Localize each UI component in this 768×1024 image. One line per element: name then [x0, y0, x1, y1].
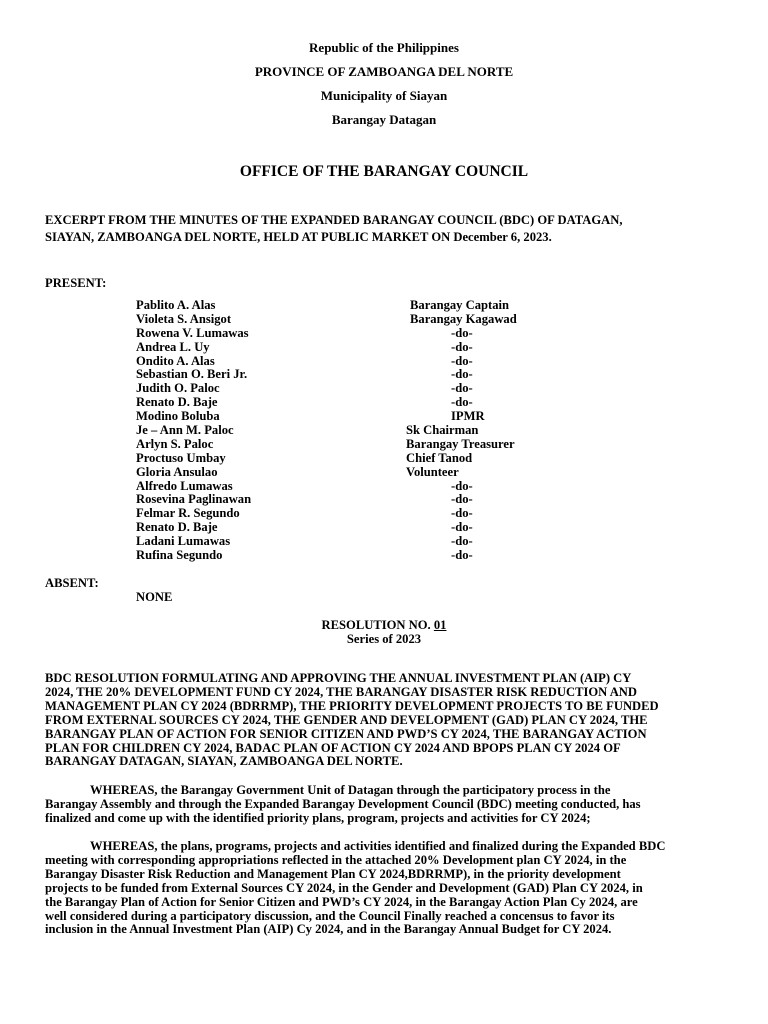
attendee-row — [136, 466, 596, 480]
header-province: PROVINCE OF ZAMBOANGA DEL NORTE — [254, 64, 514, 79]
whereas-paragraph-1 — [45, 784, 735, 826]
attendee-name: Gloria Ansulao — [136, 464, 218, 479]
paragraph-line: meeting with corresponding appropriations reflected in the attached 20% Development plan CY 2024, in the — [45, 852, 627, 867]
paragraph-line: finalized and come up with the identified priority plans, program, projects and activities for CY 2024; — [45, 810, 591, 825]
attendee-name: Modino Boluba — [136, 409, 220, 424]
paragraph-line: MANAGEMENT PLAN CY 2024 (BDRRMP), THE PRIORITY DEVELOPMENT PROJECTS TO BE FUNDED — [45, 698, 659, 713]
attendee-name: Rowena V. Lumawas — [136, 325, 249, 340]
attendee-name: Renato D. Baje — [136, 520, 218, 535]
attendee-position: -do- — [451, 395, 473, 410]
attendee-name: Pablito A. Alas — [136, 298, 216, 312]
resolution-number — [0, 618, 768, 633]
paragraph-line: the Barangay Plan of Action for Senior Citizen and PWD’s CY 2024, in the Barangay Action Plan Cy 2024, are — [45, 894, 638, 909]
attendee-row — [136, 299, 596, 313]
attendee-row — [136, 410, 596, 424]
attendee-row — [136, 382, 596, 396]
attendee-position: -do- — [451, 520, 473, 535]
attendee-row — [136, 396, 596, 410]
paragraph-line: Barangay Disaster Risk Reduction and Management Plan CY 2024,BDRRMP), in the priority development — [45, 866, 621, 881]
absent-label: ABSENT: — [45, 576, 99, 590]
attendee-name: Arlyn S. Paloc — [136, 436, 214, 451]
attendee-row — [136, 438, 596, 452]
paragraph-line: Barangay Assembly and through the Expanded Barangay Development Council (BDC) meeting conducted, has — [45, 796, 641, 811]
header-republic: Republic of the Philippines — [309, 40, 459, 55]
attendee-row — [136, 549, 596, 563]
attendee-position: Sk Chairman — [406, 423, 479, 438]
attendee-position: -do- — [451, 367, 473, 382]
attendee-name: Rosevina Paglinawan — [136, 492, 252, 507]
attendee-row — [136, 493, 596, 507]
attendee-name: Ondito A. Alas — [136, 353, 215, 368]
resolution-title-paragraph — [45, 672, 735, 769]
attendee-name: Renato D. Baje — [136, 395, 218, 410]
header-municipality: Municipality of Siayan — [320, 88, 448, 103]
attendee-row — [136, 452, 596, 466]
paragraph-line: well considered during a participatory discussion, and the Council Finally reached a concensus to favor its — [45, 908, 615, 923]
paragraph-line: BARANGAY DATAGAN, SIAYAN, ZAMBOANGA DEL NORTE. — [45, 754, 403, 769]
attendee-row — [136, 368, 596, 382]
attendee-row — [136, 341, 596, 355]
attendee-row — [136, 327, 596, 341]
paragraph-line: WHEREAS, the plans, programs, projects and activities identified and finalized during the Expanded BDC — [90, 839, 666, 853]
attendee-position: -do- — [451, 506, 473, 521]
office-title: OFFICE OF THE BARANGAY COUNCIL — [239, 163, 529, 180]
excerpt-line-1: EXCERPT FROM THE MINUTES OF THE EXPANDED BARANGAY COUNCIL (BDC) OF DATAGAN, — [45, 213, 623, 227]
attendee-position: Barangay Captain — [410, 298, 510, 312]
attendee-position: -do- — [451, 492, 473, 507]
attendee-name: Judith O. Paloc — [136, 381, 220, 396]
attendee-position: Barangay Treasurer — [406, 436, 515, 451]
attendee-position: Barangay Kagawad — [410, 311, 517, 326]
resolution-prefix: RESOLUTION NO. — [321, 618, 434, 632]
attendee-row — [136, 507, 596, 521]
attendee-name: Violeta S. Ansigot — [136, 311, 232, 326]
attendee-position: IPMR — [451, 409, 485, 424]
attendee-name: Rufina Segundo — [136, 548, 223, 563]
attendee-row — [136, 313, 596, 327]
paragraph-line: PLAN FOR CHILDREN CY 2024, BADAC PLAN OF ACTION CY 2024 AND BPOPS PLAN CY 2024 OF — [45, 740, 621, 755]
attendee-row — [136, 521, 596, 535]
attendee-name: Proctuso Umbay — [136, 450, 226, 465]
attendee-name: Felmar R. Segundo — [136, 506, 240, 521]
attendee-list — [136, 299, 596, 563]
attendee-name: Andrea L. Uy — [136, 339, 210, 354]
paragraph-line: FROM EXTERNAL SOURCES CY 2024, THE GENDER AND DEVELOPMENT (GAD) PLAN CY 2024, THE — [45, 712, 648, 727]
resolution-series: Series of 2023 — [346, 632, 422, 646]
attendee-position: -do- — [451, 353, 473, 368]
attendee-position: -do- — [451, 548, 473, 563]
attendee-row — [136, 355, 596, 369]
header-barangay: Barangay Datagan — [331, 112, 437, 127]
paragraph-line: WHEREAS, the Barangay Government Unit of Datagan through the participatory process in the — [90, 783, 611, 797]
attendee-name: Alfredo Lumawas — [136, 478, 233, 493]
paragraph-line: 2024, THE 20% DEVELOPMENT FUND CY 2024, THE BARANGAY DISASTER RISK REDUCTION AND — [45, 684, 637, 699]
paragraph-line: BARANGAY PLAN OF ACTION FOR SENIOR CITIZEN AND PWD’S CY 2024, THE BARANGAY ACTION — [45, 726, 647, 741]
paragraph-line: inclusion in the Annual Investment Plan (AIP) Cy 2024, and in the Barangay Annual Budget for CY 2024. — [45, 922, 612, 937]
paragraph-line: projects to be funded from External Sources CY 2024, in the Gender and Development (GAD) Plan CY 2024, in — [45, 880, 643, 895]
attendee-position: -do- — [451, 478, 473, 493]
excerpt-line-2: SIAYAN, ZAMBOANGA DEL NORTE, HELD AT PUBLIC MARKET ON December 6, 2023. — [45, 230, 552, 244]
attendee-position: -do- — [451, 339, 473, 354]
attendee-row — [136, 480, 596, 494]
attendee-row — [136, 424, 596, 438]
resolution-number-value: 01 — [433, 618, 447, 632]
attendee-row — [136, 535, 596, 549]
attendee-position: -do- — [451, 381, 473, 396]
paragraph-line: BDC RESOLUTION FORMULATING AND APPROVING THE ANNUAL INVESTMENT PLAN (AIP) CY — [45, 671, 632, 685]
attendee-position: -do- — [451, 325, 473, 340]
attendee-name: Je – Ann M. Paloc — [136, 423, 234, 438]
whereas-paragraph-2 — [45, 840, 735, 937]
present-label: PRESENT: — [45, 276, 107, 290]
attendee-name: Sebastian O. Beri Jr. — [136, 367, 248, 382]
attendee-position: -do- — [451, 534, 473, 549]
attendee-name: Ladani Lumawas — [136, 534, 231, 549]
attendee-position: Volunteer — [406, 464, 459, 479]
attendee-position: Chief Tanod — [406, 450, 473, 465]
absent-value: NONE — [136, 590, 173, 604]
